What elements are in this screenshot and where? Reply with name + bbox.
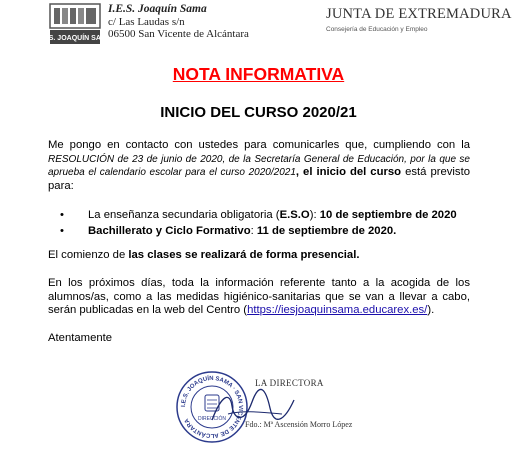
- school-info: [108, 3, 249, 41]
- school-name: I.E.S. Joaquín Sama: [108, 3, 207, 15]
- school-logo-icon: [38, 2, 112, 46]
- school-website-link[interactable]: https://iesjoaquinsama.educarex.es/: [247, 304, 428, 317]
- bullet-icon: •: [60, 209, 64, 221]
- intro-bold: el inicio del curso: [303, 166, 402, 179]
- bachillerato-start-date: 11 de septiembre de 2020: [256, 224, 394, 237]
- seal-ring-text: I.E.S. JOAQUÍN SAMA · SAN VICENTE DE ALCÁNTARA: [180, 375, 244, 439]
- address-line-2: 06500 San Vicente de Alcántara: [108, 28, 249, 40]
- list-item: • Bachillerato y Ciclo Formativo: 11 de septiembre de 2020.: [60, 224, 480, 240]
- intro-paragraph: Me pongo en contacto con ustedes para comunicarles que, cumpliendo con la RESOLUCIÓN de 23 de junio de 2020, de la Secretaría General de Educación, por la que se aprueba el calendario escolar para el curso 2020/2021, el inicio del curso está previsto para:: [48, 139, 470, 192]
- resolution-reference: RESOLUCIÓN de 23 de junio de 2020, de la Secretaría General de Educación, por la que se aprueba el calendario escolar para el curso 2020/2021: [48, 153, 470, 179]
- intro-lead: Me pongo en contacto con ustedes para comunicarles que, cumpliendo con la: [48, 139, 470, 151]
- closing-text: Atentamente: [48, 332, 113, 344]
- junta-department: Consejería de Educación y Empleo: [326, 26, 428, 33]
- bullet-icon: •: [60, 224, 64, 237]
- eso-start-date: 10 de septiembre de 2020: [319, 209, 457, 221]
- page-title: NOTA INFORMATIVA: [172, 64, 345, 84]
- school-logo-text: I.E.S. JOAQUÍN SAMA: [38, 35, 112, 42]
- seal-center-text: DIRECCIÓN: [197, 416, 227, 422]
- junta-name: JUNTA DE EXTREMADURA: [326, 6, 512, 22]
- page-subtitle: INICIO DEL CURSO 2020/21: [160, 104, 357, 121]
- list-item: • La enseñanza secundaria obligatoria (E.S.O): 10 de septiembre de 2020: [60, 208, 480, 224]
- start-dates-list: [60, 208, 480, 239]
- junta-logo: [326, 6, 512, 33]
- signer-name: Fdo.: Mª Ascensión Morro López: [245, 420, 353, 429]
- classes-paragraph: El comienzo de las clases se realizará de forma presencial.: [48, 249, 360, 261]
- classes-bold: las clases se realizará de forma presencial.: [128, 249, 360, 261]
- address-line-1: c/ Las Laudas s/n: [108, 15, 185, 28]
- info-paragraph: En los próximos días, toda la información referente tanto a la acogida de los alumnos/as, como a las medidas higiénico-sanitarias que se van a llevar a cabo, serán publicadas en la web del Centro (https://iesjoaquinsama.educarex.es/).: [48, 277, 470, 317]
- signature-title: LA DIRECTORA: [255, 378, 324, 388]
- intro-tail: está previsto para:: [48, 166, 470, 192]
